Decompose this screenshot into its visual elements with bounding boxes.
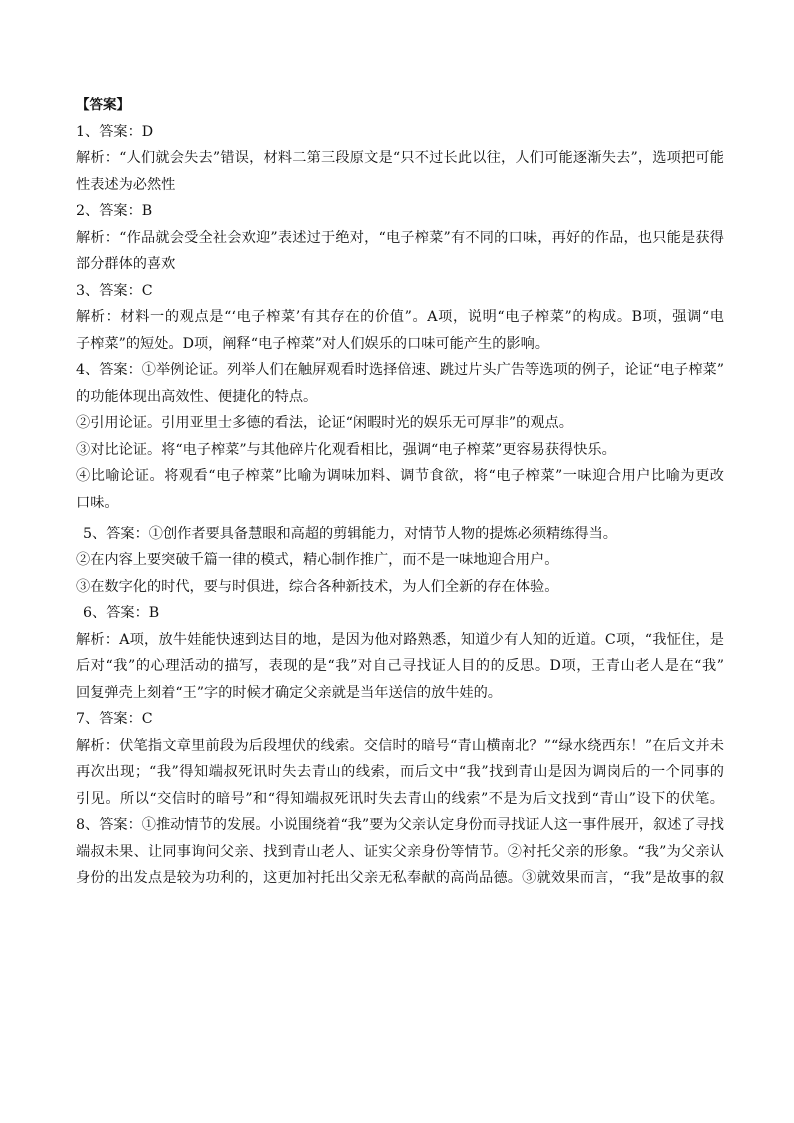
- answer-line: 部分群体的喜欢: [76, 256, 176, 272]
- answer-line: ④比喻论证。将观看“电子榨菜”比喻为调味加料、调节食欲，将“电子榨菜”一味迎合用户比喻为更改: [76, 468, 724, 484]
- answer-line: 后对“我”的心理活动的描写，表现的是“我”对自己寻找证人目的的反思。D项，王青山老人是在“我”: [76, 658, 724, 674]
- answer-line: 的功能体现出高效性、便捷化的特点。: [76, 388, 318, 405]
- answer-line: 解析：“作品就会受全社会欢迎”表述过于绝对，“电子榨菜”有不同的口味，再好的作品，也只能是获得: [76, 229, 724, 246]
- answer-line: 身份的出发点是较为功利的，这更加衬托出父亲无私奉献的高尚品德。③就效果而言，“我”是故事的叙: [76, 870, 724, 886]
- answer-line: 解析：材料一的观点是“‘电子榨菜’有其存在的价值”。A项，说明“电子榨菜”的构成。B项，强调“电: [76, 309, 724, 325]
- answer-line: 8、答案：①推动情节的发展。小说围绕着“我”要为父亲认定身份而寻找证人这一事件展开，叙述了寻找: [76, 817, 724, 833]
- answer-line: 端叔未果、让同事询问父亲、找到青山老人、证实父亲身份等情节。②衬托父亲的形象。“我”为父亲认: [76, 843, 724, 860]
- answer-line: 回复弹壳上刻着“王”字的时候才确定父亲就是当年送信的放牛娃的。: [76, 684, 502, 701]
- answer-line: 子榨菜”的短处。D项，阐释“电子榨菜”对人们娱乐的口味可能产生的影响。: [76, 335, 549, 352]
- answer-line: 4、答案：①举例论证。列举人们在触屏观看时选择倍速、跳过片头广告等选项的例子，论证“电子榨菜”: [76, 362, 724, 378]
- answer-line: ③对比论证。将“电子榨菜”与其他碎片化观看相比，强调“电子榨菜”更容易获得快乐。: [76, 441, 616, 458]
- answer-line: 2、答案：B: [76, 203, 153, 219]
- answer-line: 解析：A项，放牛娃能快速到达目的地，是因为他对路熟悉，知道少有人知的近道。C项，“我怔住，是: [76, 631, 724, 648]
- answer-line: ③在数字化的时代，要与时俱进，综合各种新技术，为人们全新的存在体验。: [76, 578, 559, 595]
- answer-line: 口味。: [76, 494, 119, 511]
- answer-line: 解析：伏笔指文章里前段为后段埋伏的线索。交信时的暗号“青山横南北？”“绿水绕西东！”在后文并未: [76, 737, 724, 754]
- answer-line: ②引用论证。引用亚里士多德的看法，论证“闲暇时光的娱乐无可厚非”的观点。: [76, 415, 573, 431]
- answer-line: 解析：“人们就会失去”错误，材料二第三段原文是“只不过长此以往，人们可能逐渐失去”，选项把可能: [76, 150, 724, 166]
- answer-heading: 【答案】: [76, 97, 130, 113]
- answer-line: 5、答案：①创作者要具备慧眼和高超的剪辑能力，对情节人物的提炼必须精练得当。: [83, 525, 617, 542]
- answer-line: 1、答案：D: [76, 123, 154, 140]
- answer-line: 性表述为必然性: [76, 176, 176, 193]
- answer-content: [76, 92, 724, 892]
- answer-line: 6、答案：B: [83, 605, 160, 621]
- answer-line: 再次出现；“我”得知端叔死讯时失去青山的线索，而后文中“我”找到青山是因为调岗后的一个同事的: [76, 764, 724, 780]
- answer-line: ②在内容上要突破千篇一律的模式，精心制作推广，而不是一味地迎合用户。: [76, 552, 559, 568]
- answer-line: 3、答案：C: [76, 282, 153, 299]
- answer-line: 引见。所以“交信时的暗号”和“得知端叔死讯时失去青山的线索”不是为后文找到“青山”设下的伏笔。: [76, 790, 724, 807]
- answer-line: 7、答案：C: [76, 711, 153, 727]
